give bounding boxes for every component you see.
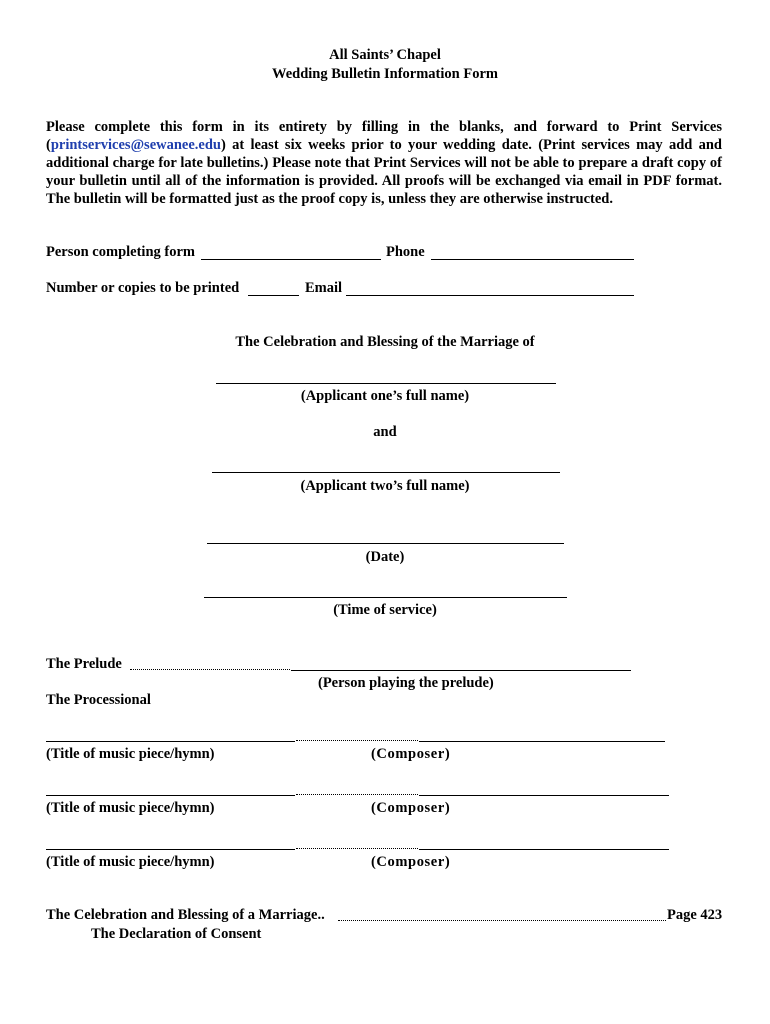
composer-field[interactable] — [419, 795, 669, 796]
hymn-title-field[interactable] — [46, 795, 295, 796]
copies-field[interactable] — [248, 295, 299, 296]
celebration-leader-dots — [338, 920, 666, 921]
hymn-leader-dots — [296, 848, 418, 849]
time-field[interactable] — [204, 597, 567, 598]
hymn-leader-dots — [296, 794, 418, 795]
person-completing-label: Person completing form — [46, 244, 195, 260]
prelude-leader-dots — [130, 669, 290, 670]
applicant-two-field[interactable] — [212, 472, 560, 473]
copies-label: Number or copies to be printed — [46, 280, 240, 296]
phone-field[interactable] — [431, 259, 634, 260]
print-services-email-link[interactable]: printservices@sewanee.edu — [50, 137, 221, 153]
date-field[interactable] — [207, 543, 564, 544]
composer-field[interactable] — [419, 741, 665, 742]
composer-caption: (Composer) — [371, 854, 451, 870]
email-label: Email — [305, 280, 343, 296]
declaration-heading: The Declaration of Consent — [91, 926, 262, 942]
applicant-two-caption: (Applicant two’s full name) — [300, 478, 470, 494]
prelude-person-field[interactable] — [291, 670, 631, 671]
date-caption: (Date) — [365, 549, 405, 565]
hymn-leader-dots — [296, 740, 418, 741]
celebration-line-label: The Celebration and Blessing of a Marriage.. — [46, 907, 325, 923]
applicant-one-field[interactable] — [216, 383, 556, 384]
prelude-person-caption: (Person playing the prelude) — [318, 675, 494, 691]
hymn-title-caption: (Title of music piece/hymn) — [46, 800, 215, 816]
time-caption: (Time of service) — [333, 602, 437, 618]
hymn-title-caption: (Title of music piece/hymn) — [46, 854, 215, 870]
hymn-title-caption: (Title of music piece/hymn) — [46, 746, 215, 762]
hymn-title-field[interactable] — [46, 741, 295, 742]
ceremony-heading: The Celebration and Blessing of the Marriage of — [235, 334, 535, 350]
email-field[interactable] — [346, 295, 634, 296]
processional-label: The Processional — [46, 692, 151, 708]
intro-paragraph — [46, 118, 722, 208]
form-title: All Saints’ Chapel — [329, 47, 441, 63]
composer-caption: (Composer) — [371, 800, 451, 816]
applicant-one-caption: (Applicant one’s full name) — [300, 388, 470, 404]
intro-text-start: Please complete this form in its entirety by filling in the blanks, and forward to Print Services ( — [46, 119, 722, 153]
hymn-title-field[interactable] — [46, 849, 295, 850]
page-reference: Page 423 — [667, 907, 723, 923]
prelude-label: The Prelude — [46, 656, 122, 672]
intro-text-end: ) at least six weeks prior to your wedding date. (Print services may add and additional charge for late bulletins.) Please note that Print Services will not be able to prepare a draft copy of your bulletin until all of the information is provided. All proofs will be exchanged via email in PDF format. The bulletin will be formatted just as the proof copy is, unless they are otherwise instructed. — [46, 137, 722, 207]
composer-field[interactable] — [419, 849, 669, 850]
person-completing-field[interactable] — [201, 259, 381, 260]
composer-caption: (Composer) — [371, 746, 451, 762]
and-text: and — [373, 424, 397, 440]
form-subtitle: Wedding Bulletin Information Form — [272, 66, 498, 82]
phone-label: Phone — [386, 244, 425, 260]
